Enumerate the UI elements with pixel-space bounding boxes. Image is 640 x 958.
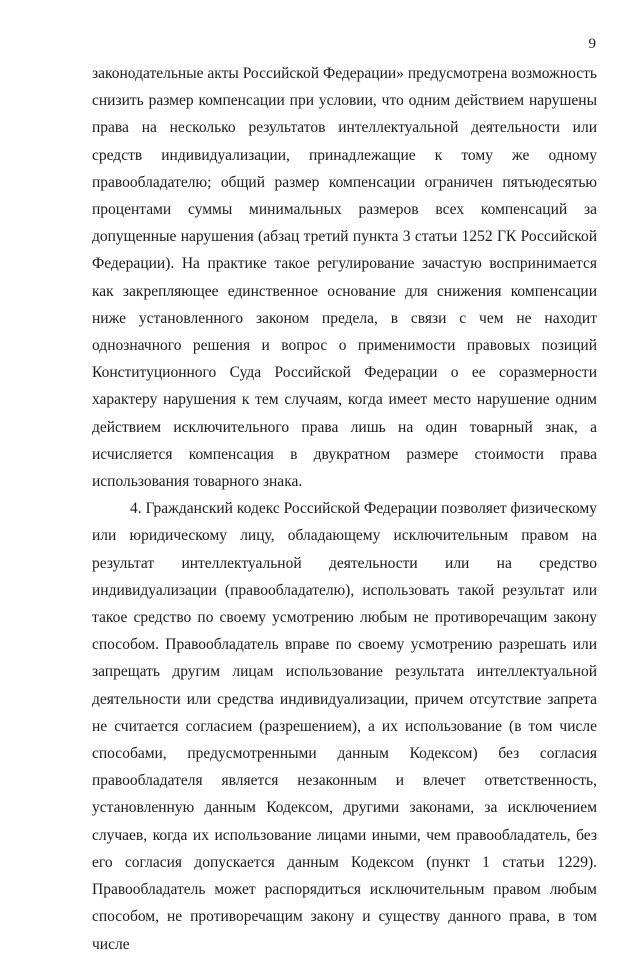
page-number: 9 <box>588 36 596 52</box>
paragraph: 4. Гражданский кодекс Российской Федерации позволяет физическому или юридическому лицу, обладающему исключительным правом на результат интеллектуальной деятельности или на средство индивидуализации (правообладателю), использовать такой результат или такое средство по своему усмотрению любым не противоречащим закону способом. Правообладатель вправе по своему усмотрению разрешать или запрещать другим лицам использование результата интеллектуальной деятельности или средства индивидуализации, причем отсутствие запрета не считается согласием (разрешением), а их использование (в том числе способами, предусмотренными данным Кодексом) без согласия правообладателя является незаконным и влечет ответственность, установленную данным Кодексом, другими законами, за исключением случаев, когда их использование лицами иными, чем правообладатель, без его согласия допускается данным Кодексом (пункт 1 статьи 1229). Правообладатель может распорядиться исключительным правом любым способом, не противоречащим закону и существу данного права, в том числе <box>92 500 597 953</box>
document-body <box>92 60 597 958</box>
paragraph: законодательные акты Российской Федерации» предусмотрена возможность снизить размер компенсации при условии, что одним действием нарушены права на несколько результатов интеллектуальной деятельности или средств индивидуализации, принадлежащие к тому же одному правообладателю; общий размер компенсации ограничен пятьюдесятью процентами суммы минимальных размеров всех компенсаций за допущенные нарушения (абзац третий пункта 3 статьи 1252 ГК Российской Федерации). На практике такое регулирование зачастую воспринимается как закрепляющее единственное основание для снижения компенсации ниже установленного законом предела, в связи с чем не находит однозначного решения и вопрос о применимости правовых позиций Конституционного Суда Российской Федерации о ее соразмерности характеру нарушения к тем случаям, когда имеет место нарушение одним действием исключительного права лишь на один товарный знак, а исчисляется компенсация в двукратном размере стоимости права использования товарного знака. <box>92 65 597 491</box>
